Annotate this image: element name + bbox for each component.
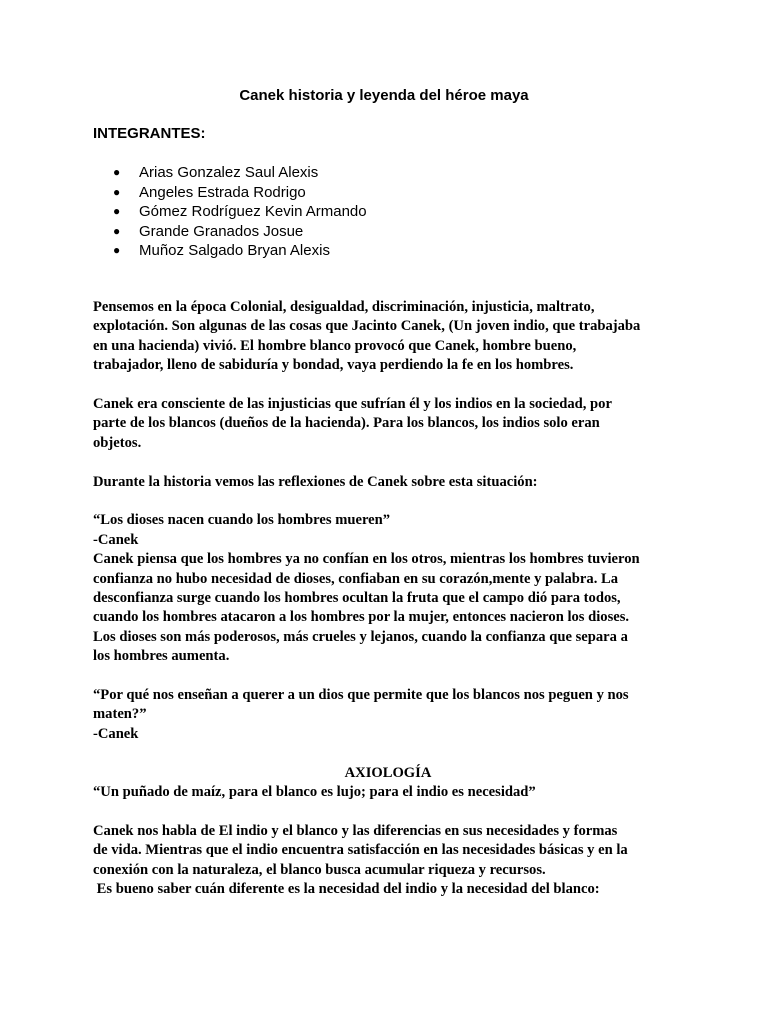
member-name: Grande Granados Josue xyxy=(139,222,304,240)
quote-line: maten?” xyxy=(93,706,147,723)
document-body xyxy=(93,298,683,900)
bullet-icon: ● xyxy=(113,184,121,199)
list-item xyxy=(113,183,367,203)
text-line: objetos. xyxy=(93,434,142,451)
quote-attribution: -Canek xyxy=(93,725,139,742)
bullet-icon: ● xyxy=(113,223,121,238)
quote-gods xyxy=(93,511,683,666)
text-line: los hombres aumenta. xyxy=(93,648,230,665)
quote-line: “Por qué nos enseñan a querer a un dios que permite que los blancos nos peguen y nos xyxy=(93,687,629,704)
paragraph-injustice xyxy=(93,395,683,453)
text-line: Canek era consciente de las injusticias que sufrían él y los indios en la sociedad, por xyxy=(93,396,612,413)
section-quote: “Un puñado de maíz, para el blanco es lujo; para el indio es necesidad” xyxy=(93,784,536,801)
quote-attribution: -Canek xyxy=(93,531,139,548)
member-name: Gómez Rodríguez Kevin Armando xyxy=(139,203,367,220)
member-name: Muñoz Salgado Bryan Alexis xyxy=(139,242,330,259)
text-line: Pensemos en la época Colonial, desigualdad, discriminación, injusticia, maltrato, xyxy=(93,299,595,315)
list-item xyxy=(113,241,367,261)
text-line: Es bueno saber cuán diferente es la necesidad del indio y la necesidad del blanco: xyxy=(93,881,600,898)
member-name: Arias Gonzalez Saul Alexis xyxy=(139,164,319,181)
list-item xyxy=(113,163,367,183)
paragraph-reflections-intro xyxy=(93,473,683,492)
text-line: Los dioses son más poderosos, más crueles y lejanos, cuando la confianza que separa a xyxy=(93,628,628,645)
paragraph-differences xyxy=(93,822,683,900)
bullet-icon: ● xyxy=(113,165,121,179)
text-line: en una hacienda) vivió. El hombre blanco provocó que Canek, hombre bueno, xyxy=(93,337,577,354)
quote-why-god xyxy=(93,686,683,744)
members-heading: INTEGRANTES: xyxy=(93,125,206,142)
bullet-icon: ● xyxy=(113,204,121,218)
text-line: trabajador, lleno de sabiduría y bondad, vaya perdiendo la fe en los hombres. xyxy=(93,357,574,374)
text-line: parte de los blancos (dueños de la hacienda). Para los blancos, los indios solo eran xyxy=(93,415,600,432)
members-list xyxy=(113,163,367,261)
bullet-icon: ● xyxy=(113,243,121,257)
text-line: de vida. Mientras que el indio encuentra satisfacción en las necesidades básicas y en la xyxy=(93,842,628,859)
member-name: Angeles Estrada Rodrigo xyxy=(139,183,306,201)
paragraph-context xyxy=(93,298,683,376)
quote-line: “Los dioses nacen cuando los hombres mueren” xyxy=(93,512,391,529)
list-item xyxy=(113,222,367,242)
text-line: Durante la historia vemos las reflexiones de Canek sobre esta situación: xyxy=(93,473,538,490)
document-title: Canek historia y leyenda del héroe maya xyxy=(239,87,529,104)
text-line: Canek nos habla de El indio y el blanco y las diferencias en sus necesidades y formas xyxy=(93,822,618,839)
text-line: confianza no hubo necesidad de dioses, confiaban en su corazón,mente y palabra. La xyxy=(93,570,619,587)
list-item xyxy=(113,202,367,222)
section-heading: AXIOLOGÍA xyxy=(344,764,432,781)
text-line: conexión con la naturaleza, el blanco busca acumular riqueza y recursos. xyxy=(93,861,546,878)
text-line: cuando los hombres atacaron a los hombres por la mujer, entonces nacieron los dioses. xyxy=(93,609,630,626)
text-line: explotación. Son algunas de las cosas que Jacinto Canek, (Un joven indio, que trabajaba xyxy=(93,318,641,335)
text-line: Canek piensa que los hombres ya no confían en los otros, mientras los hombres tuvieron xyxy=(93,551,640,568)
text-line: desconfianza surge cuando los hombres ocultan la fruta que el campo dió para todos, xyxy=(93,590,621,607)
